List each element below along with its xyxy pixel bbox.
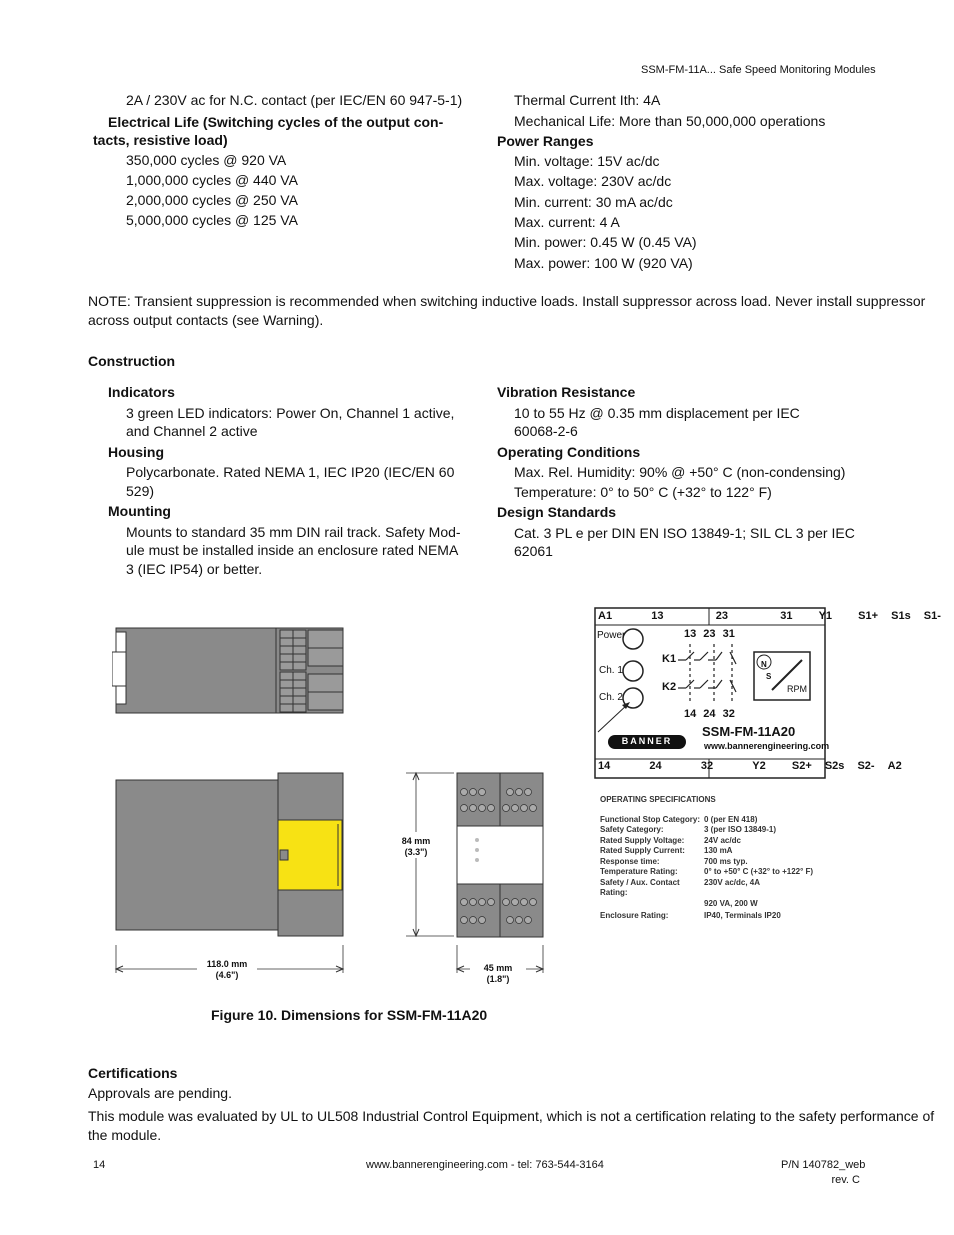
mounting-text: ule must be installed inside an enclosure rated NEMA [126, 542, 459, 558]
certifications-heading: Certifications [88, 1065, 178, 1081]
design-heading: Design Standards [497, 504, 617, 520]
spec-row: Safety Category: 3 (per ISO 13849-1) [600, 825, 777, 834]
power-range-line: Min. voltage: 15V ac/dc [514, 153, 660, 169]
running-header: SSM-FM-11A... Safe Speed Monitoring Modules [641, 64, 876, 76]
operating-heading: Operating Conditions [497, 444, 641, 460]
thermal-current: Thermal Current Ith: 4A [514, 92, 661, 108]
note-line-2: across output contacts (see Warning). [88, 312, 324, 328]
certifications-ul-line-2: the module. [88, 1127, 162, 1143]
spec-row: 920 VA, 200 W [704, 898, 758, 908]
indicators-text: 3 green LED indicators: Power On, Channel 1 active, [126, 405, 455, 421]
mounting-text: 3 (IEC IP54) or better. [126, 561, 263, 577]
side-view-drawing [112, 770, 348, 940]
banner-logo: BANNER [621, 736, 673, 746]
spec-row: Enclosure Rating: IP40, Terminals IP20 [600, 911, 781, 920]
power-range-line: Min. current: 30 mA ac/dc [514, 194, 673, 210]
cycle-line: 5,000,000 cycles @ 125 VA [126, 212, 298, 228]
vibration-text: 60068-2-6 [514, 423, 578, 439]
electrical-life-heading: Electrical Life (Switching cycles of the output con- [108, 114, 444, 130]
design-text: Cat. 3 PL e per DIN EN ISO 13849-1; SIL CL 3 per IEC [514, 525, 855, 541]
note-line-1: NOTE: Transient suppression is recommended when switching inductive loads. Install suppressor across load. Never install suppressor [88, 293, 926, 309]
rpm-label: RPM [787, 684, 807, 694]
housing-text: 529) [126, 483, 155, 499]
vibration-heading: Vibration Resistance [497, 384, 636, 400]
nc-rating: 2A / 230V ac for N.C. contact (per IEC/EN 60 947-5-1) [126, 92, 463, 108]
led-power-label: Power [597, 630, 626, 641]
spec-row: Response time: 700 ms typ. [600, 856, 748, 866]
width-dim-label-in: (1.8") [486, 974, 510, 984]
vibration-text: 10 to 55 Hz @ 0.35 mm displacement per IEC [514, 405, 800, 421]
design-text: 62061 [514, 543, 553, 559]
power-range-line: Min. power: 0.45 W (0.45 VA) [514, 234, 697, 250]
certifications-ul-line-1: This module was evaluated by UL to UL508 Industrial Control Equipment, which is not a certification relating to the safety performance of [88, 1108, 935, 1124]
label-website: www.bannerengineering.com [704, 741, 830, 751]
footer-contact: www.bannerengineering.com - tel: 763-544-3164 [366, 1159, 604, 1171]
power-range-line: Max. voltage: 230V ac/dc [514, 173, 672, 189]
housing-heading: Housing [108, 444, 164, 460]
indicators-heading: Indicators [108, 384, 175, 400]
operating-specs-block [600, 795, 813, 922]
top-view-drawing [112, 624, 348, 718]
spec-row: Rated Supply Current: 130 mA [600, 846, 733, 855]
height-dim-label: 84 mm [401, 836, 431, 846]
contacts-top-label: 13 23 31 [684, 628, 735, 640]
operating-specs-heading: OPERATING SPECIFICATIONS [600, 795, 716, 804]
power-ranges-heading: Power Ranges [497, 133, 594, 149]
cycle-line: 2,000,000 cycles @ 250 VA [126, 192, 298, 208]
led-ch1-label: Ch. 1 [599, 665, 623, 676]
width-dim-label: 45 mm [470, 963, 526, 974]
page-number: 14 [93, 1159, 106, 1171]
construction-heading: Construction [88, 353, 176, 369]
indicators-text: and Channel 2 active [126, 423, 258, 439]
spec-row: Rated Supply Voltage: 24V ac/dc [600, 835, 741, 845]
mounting-heading: Mounting [108, 503, 171, 519]
spec-row: Temperature Rating: 0° to +50° C (+32° to +122° F) [600, 867, 814, 876]
power-range-line: Max. power: 100 W (920 VA) [514, 255, 693, 271]
label-bottom-terminals: 14 24 32 Y2 S2+ S2s S2- A2 [598, 760, 902, 772]
electrical-life-heading-cont: tacts, resistive load) [93, 132, 228, 148]
s-symbol: S [766, 672, 772, 681]
length-dim-label-in: (4.6") [215, 970, 239, 980]
label-model: SSM-FM-11A20 [702, 724, 796, 739]
n-symbol: N [761, 660, 767, 669]
label-top-terminals: A1 13 23 31 Y1 S1+ S1s S1- [598, 610, 941, 622]
figure-caption: Figure 10. Dimensions for SSM-FM-11A20 [211, 1007, 488, 1023]
length-dim-label: 118.0 mm [197, 959, 257, 970]
contacts-bottom-label: 14 24 32 [684, 708, 735, 720]
footer-revision: rev. C [831, 1174, 860, 1186]
spec-row: Functional Stop Category: 0 (per EN 418) [600, 814, 758, 824]
footer-part-number: P/N 140782_web [781, 1159, 866, 1171]
mechanical-life: Mechanical Life: More than 50,000,000 operations [514, 113, 826, 129]
power-range-line: Max. current: 4 A [514, 214, 620, 230]
housing-text: Polycarbonate. Rated NEMA 1, IEC IP20 (IEC/EN 60 [126, 464, 455, 480]
mounting-text: Mounts to standard 35 mm DIN rail track. Safety Mod- [126, 524, 461, 540]
operating-text: Temperature: 0° to 50° C (+32° to 122° F) [514, 484, 772, 500]
cycle-line: 350,000 cycles @ 920 VA [126, 152, 287, 168]
k2-label: K2 [662, 681, 677, 693]
k1-label: K1 [662, 653, 677, 665]
front-view-drawing [455, 772, 545, 940]
cycle-line: 1,000,000 cycles @ 440 VA [126, 172, 298, 188]
operating-text: Max. Rel. Humidity: 90% @ +50° C (non-condensing) [514, 464, 846, 480]
height-dim-label-in: (3.3") [404, 847, 428, 857]
led-ch2-label: Ch. 2 [599, 692, 623, 703]
spec-row: Safety / Aux. Contact Rating: 230V ac/dc, 4A [600, 877, 761, 897]
certifications-pending: Approvals are pending. [88, 1085, 232, 1101]
